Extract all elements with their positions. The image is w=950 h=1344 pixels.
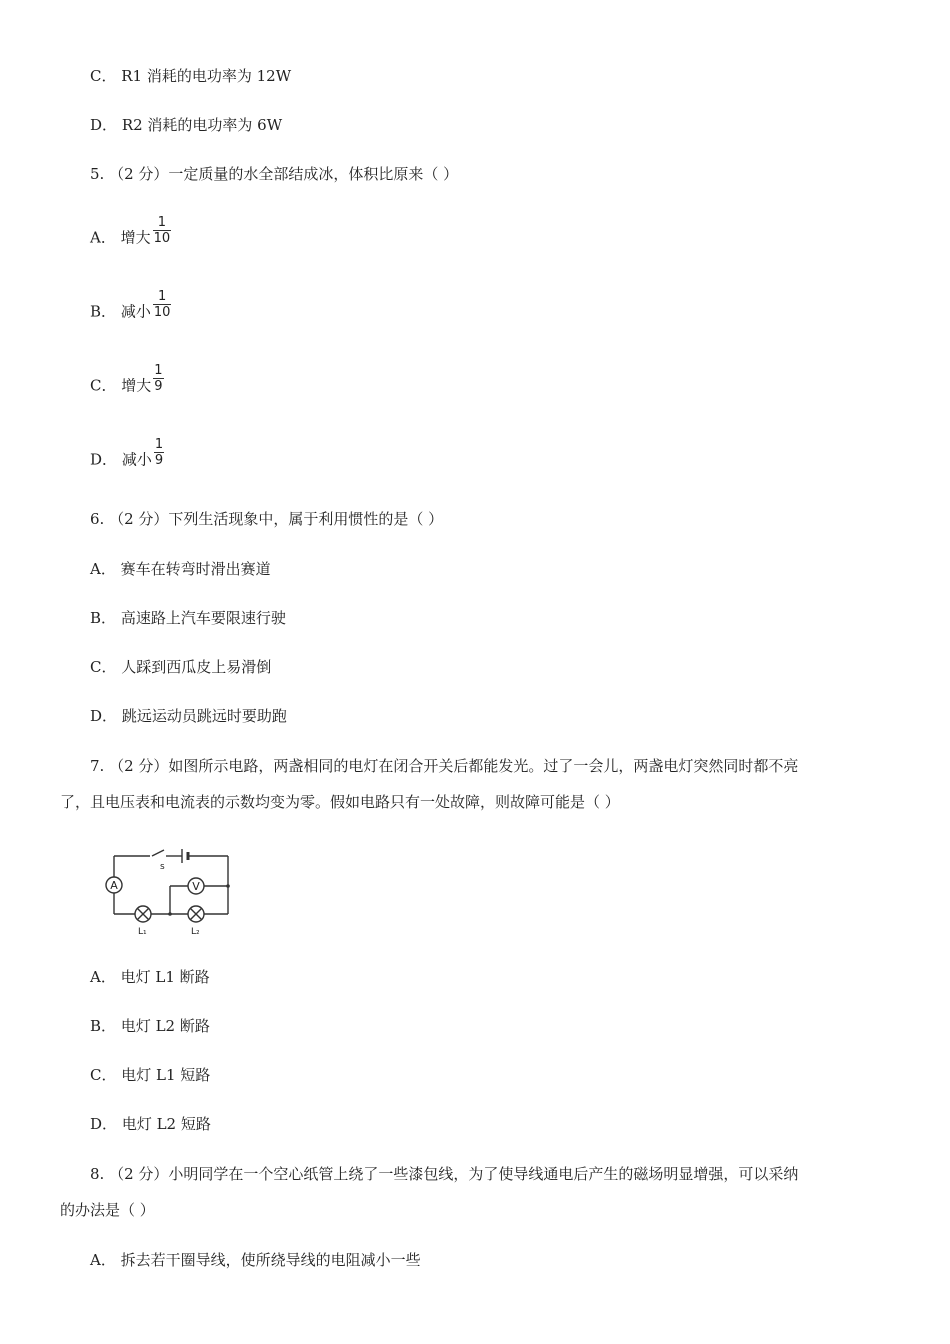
q5-option-d [90,437,164,475]
q8-option-a [90,1250,421,1270]
option-letter: C． [90,1066,117,1084]
option-letter: D． [90,450,118,469]
option-letter: C． [90,376,117,395]
q7-option-c [90,1065,210,1085]
option-letter: B． [90,609,117,627]
option-letter: A． [90,968,116,986]
lamp2-label: L₂ [191,927,200,937]
option-text: 电灯 L2 断路 [120,1017,210,1035]
option-text: R1 消耗的电功率为 12W [121,67,292,85]
option-letter: D． [90,1115,118,1133]
q5-stem: 5. （2 分）一定质量的水全部结成冰，体积比原来（ ） [90,165,459,183]
option-text: R2 消耗的电功率为 6W [121,116,283,134]
fraction: $\frac{1}{10}$ [153,289,171,320]
q6-stem: 6. （2 分）下列生活现象中，属于利用惯性的是（ ） [90,510,444,528]
circuit-diagram [100,846,236,938]
option-letter: A． [90,560,116,578]
q4-option-d [90,115,282,135]
option-text: 电灯 L1 短路 [121,1066,211,1084]
option-text: 高速路上汽车要限速行驶 [120,609,286,627]
ammeter-label: A [110,879,118,892]
option-letter: A． [90,1251,116,1269]
q5-option-c [90,363,164,401]
q7-option-d [90,1114,211,1134]
q8-stem-line2: 的办法是（ ） [60,1201,155,1219]
q8-stem-line1: 8. （2 分）小明同学在一个空心纸管上绕了一些漆包线，为了使导线通电后产生的磁场明显增强，可以采纳 [90,1165,799,1183]
option-letter: B． [90,1017,117,1035]
switch-label: s [160,862,165,872]
option-letter: A． [90,228,116,247]
q4-option-c [90,66,291,86]
option-text: 跳远运动员跳远时要助跑 [121,707,287,725]
q6-option-c [90,657,271,677]
option-letter: C． [90,658,117,676]
option-letter: D． [90,707,118,725]
fraction: $\frac{1}{10}$ [153,215,171,246]
lamp1-label: L₁ [138,927,147,937]
q7-option-a [90,967,210,987]
option-text: 减小 [121,450,152,469]
q7-stem-line1: 7. （2 分）如图所示电路，两盏相同的电灯在闭合开关后都能发光。过了一会儿，两盏电灯突然同时都不亮 [90,757,799,775]
q7-stem-line2: 了，且电压表和电流表的示数均变为零。假如电路只有一处故障，则故障可能是（ ） [60,793,620,811]
q6-option-d [90,706,287,726]
q7-option-b [90,1016,210,1036]
q5-option-b [90,289,171,327]
option-text: 电灯 L1 断路 [120,968,210,986]
q6-option-a [90,559,271,579]
option-text: 人踩到西瓜皮上易滑倒 [121,658,272,676]
q5-option-a [90,215,171,253]
q6-option-b [90,608,286,628]
option-text: 增大 [121,376,152,395]
option-letter: B． [90,302,117,321]
option-letter: C． [90,67,117,85]
option-text: 拆去若干圈导线，使所绕导线的电阻减小一些 [120,1251,421,1269]
option-text: 增大 [120,228,151,247]
fraction: $\frac{1}{9}$ [154,363,163,394]
option-text: 电灯 L2 短路 [121,1115,211,1133]
option-letter: D． [90,116,118,134]
voltmeter-label: V [192,880,200,893]
option-text: 减小 [120,302,151,321]
option-text: 赛车在转弯时滑出赛道 [120,560,271,578]
fraction: $\frac{1}{9}$ [154,437,164,468]
